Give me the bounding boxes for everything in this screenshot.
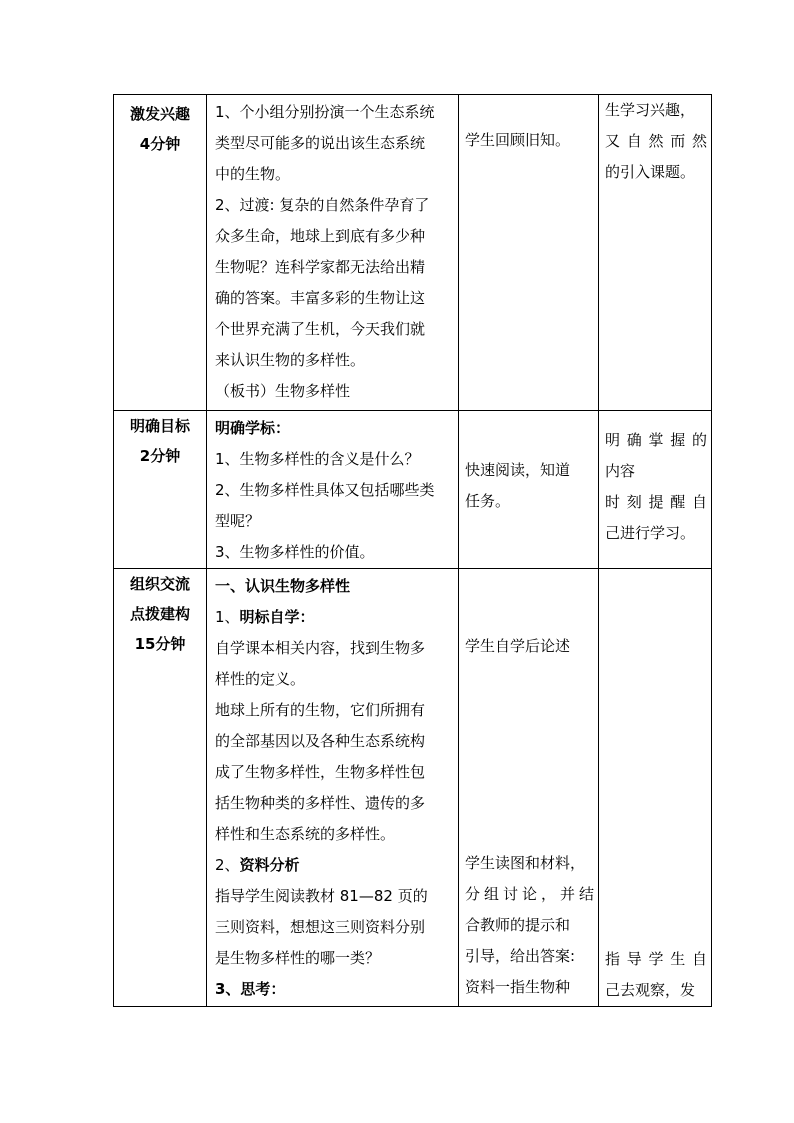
stage-title: 点拨建构 [129, 605, 190, 623]
stage-duration: 15分钟 [134, 635, 186, 653]
text-line: 生学习兴趣， [605, 101, 696, 119]
student-activity-cell [459, 411, 599, 569]
subsection-number: 1、 [215, 608, 240, 626]
stage-title: 明确目标 [129, 417, 190, 435]
section-heading: 明确学标： [215, 419, 291, 437]
lesson-plan-table [113, 94, 712, 1007]
text-line: 个世界充满了生机，今天我们就 [215, 320, 426, 338]
text-line: 地球上所有的生物，它们所拥有 [215, 701, 426, 719]
text-line: 时刻提醒自 [605, 493, 707, 511]
text-line: 快速阅读，知道 [465, 461, 571, 479]
table-row-clarify-goals [114, 411, 712, 569]
section-heading: 一、认识生物多样性 [215, 577, 351, 595]
text-line: 引导，给出答案: [465, 947, 576, 965]
teacher-activity-cell [207, 95, 459, 411]
text-line: 众多生命，地球上到底有多少种 [215, 227, 426, 245]
text-line: 合教师的提示和 [465, 916, 571, 934]
stage-cell [114, 95, 207, 411]
text-line: 三则资料，想想这三则资料分别 [215, 918, 426, 936]
text-line: 类型尽可能多的说出该生态系统 [215, 134, 426, 152]
text-line: 1、生物多样性的含义是什么？ [215, 450, 420, 468]
stage-duration: 4分钟 [139, 135, 181, 153]
text-line: 自学课本相关内容，找到生物多 [215, 639, 426, 657]
text-line: 型呢？ [215, 512, 261, 530]
teacher-activity-cell [207, 569, 459, 1007]
design-intent-cell [599, 569, 712, 1007]
design-intent-cell [599, 411, 712, 569]
stage-cell [114, 569, 207, 1007]
subsection-heading: 3、思考： [215, 980, 286, 998]
text-line: 指导学生自 [605, 950, 707, 968]
text-line: 己去观察，发 [605, 981, 696, 999]
text-line: 成了生物多样性，生物多样性包 [215, 763, 426, 781]
text-line: 资料一指生物种 [465, 978, 571, 996]
text-line: 学生读图和材料， [465, 854, 586, 872]
text-line: 3、生物多样性的价值。 [215, 543, 375, 561]
text-line: 己进行学习。 [605, 524, 696, 542]
subsection-heading [215, 850, 452, 881]
text-line: 确的答案。丰富多彩的生物让这 [215, 289, 426, 307]
text-line: 分组讨论，并结 [465, 885, 594, 903]
text-line: 1、个小组分别扮演一个生态系统 [215, 103, 435, 121]
text-line: 来认识生物的多样性。 [215, 351, 366, 369]
student-activity-cell [459, 95, 599, 411]
text-line: 明确掌握的 [605, 431, 707, 449]
text-line: 内容 [605, 462, 636, 480]
text-line: 中的生物。 [215, 165, 291, 183]
text-line: 2、生物多样性具体又包括哪些类 [215, 481, 435, 499]
text-line: 指导学生阅读教材 81—82 页的 [215, 887, 428, 905]
text-line: 括生物种类的多样性、遗传的多 [215, 794, 426, 812]
stage-duration: 2分钟 [139, 447, 181, 465]
text-line: 生物呢？连科学家都无法给出精 [215, 258, 426, 276]
design-intent-cell [599, 95, 712, 411]
subsection-heading [215, 602, 452, 633]
subsection-title: 明标自学： [239, 608, 315, 626]
text-line: 样性和生态系统的多样性。 [215, 825, 396, 843]
stage-title: 组织交流 [129, 575, 190, 593]
text-line: 又自然而然 [605, 132, 707, 150]
text-line: （板书）生物多样性 [215, 382, 351, 400]
text-line: 2、过渡: 复杂的自然条件孕育了 [215, 196, 430, 214]
text-line: 样性的定义。 [215, 670, 306, 688]
table-row-stimulate-interest [114, 95, 712, 411]
stage-title: 激发兴趣 [129, 105, 190, 123]
stage-cell [114, 411, 207, 569]
teacher-activity-cell [207, 411, 459, 569]
text-line: 是生物多样性的哪一类？ [215, 949, 381, 967]
text-line: 任务。 [465, 492, 511, 510]
text-line: 学生回顾旧知。 [465, 131, 571, 149]
text-line: 的引入课题。 [605, 163, 696, 181]
text-line: 的全部基因以及各种生态系统构 [215, 732, 426, 750]
student-activity-cell [459, 569, 599, 1007]
subsection-number: 2、 [215, 856, 240, 874]
table-row-organize-exchange [114, 569, 712, 1007]
text-line: 学生自学后论述 [465, 637, 571, 655]
subsection-title: 资料分析 [239, 856, 300, 874]
